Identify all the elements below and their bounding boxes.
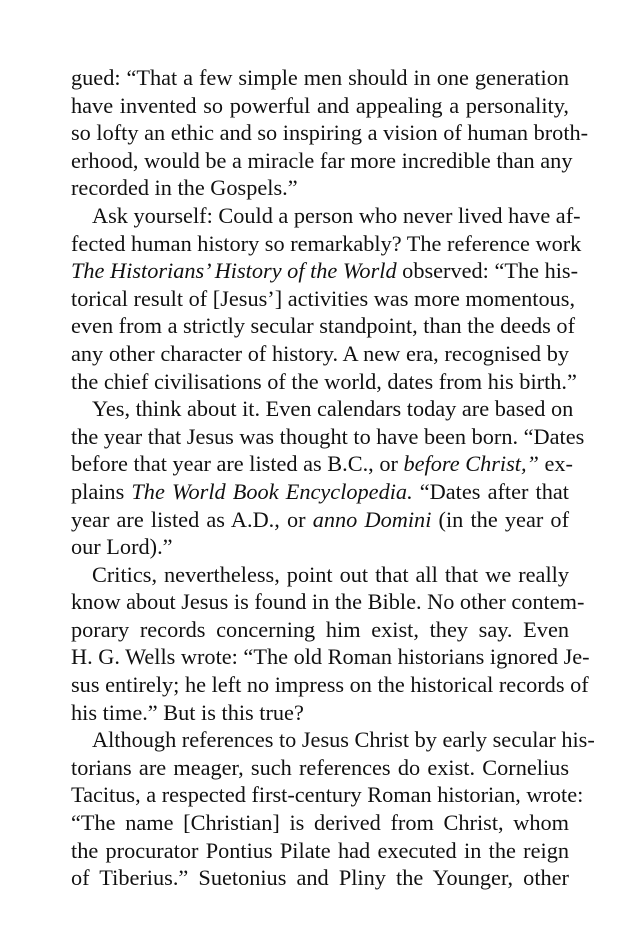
text-run: so lofty an ethic and so inspiring a vision of human broth-: [71, 120, 589, 146]
text-line: [71, 726, 595, 754]
text-run: porary records concerning him exist, they say. Even: [71, 616, 569, 642]
italic-text-run: The Historians’ History of the World: [71, 258, 397, 284]
italic-text-run: before Christ,”: [403, 451, 539, 477]
text-run: the year that Jesus was thought to have been born. “Dates: [71, 423, 585, 449]
text-line: [71, 616, 569, 644]
text-run: year are listed as A.D., or: [71, 506, 313, 532]
text-line: [71, 754, 569, 782]
text-line: [71, 506, 569, 534]
text-run: any other character of history. A new era, recognised by: [71, 340, 569, 366]
text-run: the chief civilisations of the world, dates from his birth.”: [71, 368, 577, 394]
text-line: [71, 64, 569, 92]
text-line: [71, 202, 581, 230]
text-line: [71, 643, 590, 671]
text-run: the procurator Pontius Pilate had executed in the reign: [71, 837, 569, 863]
text-line: [71, 533, 569, 561]
text-run: his time.” But is this true?: [71, 699, 304, 725]
text-line: [71, 864, 569, 892]
text-run: even from a strictly secular standpoint, than the deeds of: [71, 313, 575, 339]
text-line: [71, 285, 576, 313]
text-line: [71, 174, 569, 202]
text-run: ex-: [538, 451, 573, 477]
text-run: gued: “That a few simple men should in one generation: [71, 65, 569, 90]
text-run: (in the year of: [431, 506, 569, 532]
text-line: [71, 423, 585, 451]
text-run: Although references to Jesus Christ by early secular his-: [92, 727, 595, 753]
italic-text-run: anno Domini: [312, 506, 432, 532]
book-page-text: [71, 64, 595, 892]
text-line: [71, 368, 577, 396]
text-line: [71, 478, 569, 506]
text-line: [71, 340, 569, 368]
text-run: fected human history so remarkably? The reference work: [71, 230, 582, 256]
text-run: Yes, think about it. Even calendars today are based on: [92, 396, 574, 422]
text-run: Critics, nevertheless, point out that all that we really: [92, 561, 569, 587]
text-line: [71, 781, 584, 809]
text-line: [71, 119, 589, 147]
text-line: [71, 561, 569, 589]
text-run: observed: “The his-: [396, 258, 579, 284]
text-line: [71, 395, 574, 423]
text-run: Ask yourself: Could a person who never lived have af-: [92, 202, 581, 228]
text-run: plains: [71, 478, 132, 504]
text-run: of Tiberius.” Suetonius and Pliny the Younger, other: [71, 865, 569, 891]
text-line: [71, 837, 569, 865]
text-run: our Lord).”: [71, 534, 173, 560]
text-line: [71, 699, 569, 727]
text-line: [71, 147, 573, 175]
text-run: know about Jesus is found in the Bible. No other contem-: [71, 589, 585, 615]
text-run: H. G. Wells wrote: “The old Roman historians ignored Je-: [71, 644, 590, 670]
text-line: [71, 230, 582, 258]
text-run: before that year are listed as B.C., or: [71, 451, 404, 477]
text-line: [71, 450, 573, 478]
text-run: recorded in the Gospels.”: [71, 175, 298, 201]
text-run: torical result of [Jesus’] activities was more momentous,: [71, 285, 576, 311]
text-run: “Dates after that: [412, 478, 569, 504]
text-line: [71, 257, 579, 285]
text-run: “The name [Christian] is derived from Christ, whom: [71, 810, 569, 836]
text-run: erhood, would be a miracle far more incredible than any: [71, 147, 573, 173]
text-line: [71, 312, 575, 340]
text-run: sus entirely; he left no impress on the historical records of: [71, 672, 589, 698]
text-run: Tacitus, a respected first-century Roman historian, wrote:: [71, 782, 584, 808]
text-line: [71, 588, 585, 616]
text-line: [71, 671, 589, 699]
italic-text-run: The World Book Encyclopedia.: [131, 478, 413, 504]
text-run: torians are meager, such references do exist. Cornelius: [71, 754, 569, 780]
text-line: [71, 92, 569, 120]
text-run: have invented so powerful and appealing a personality,: [71, 92, 569, 118]
text-line: [71, 809, 569, 837]
